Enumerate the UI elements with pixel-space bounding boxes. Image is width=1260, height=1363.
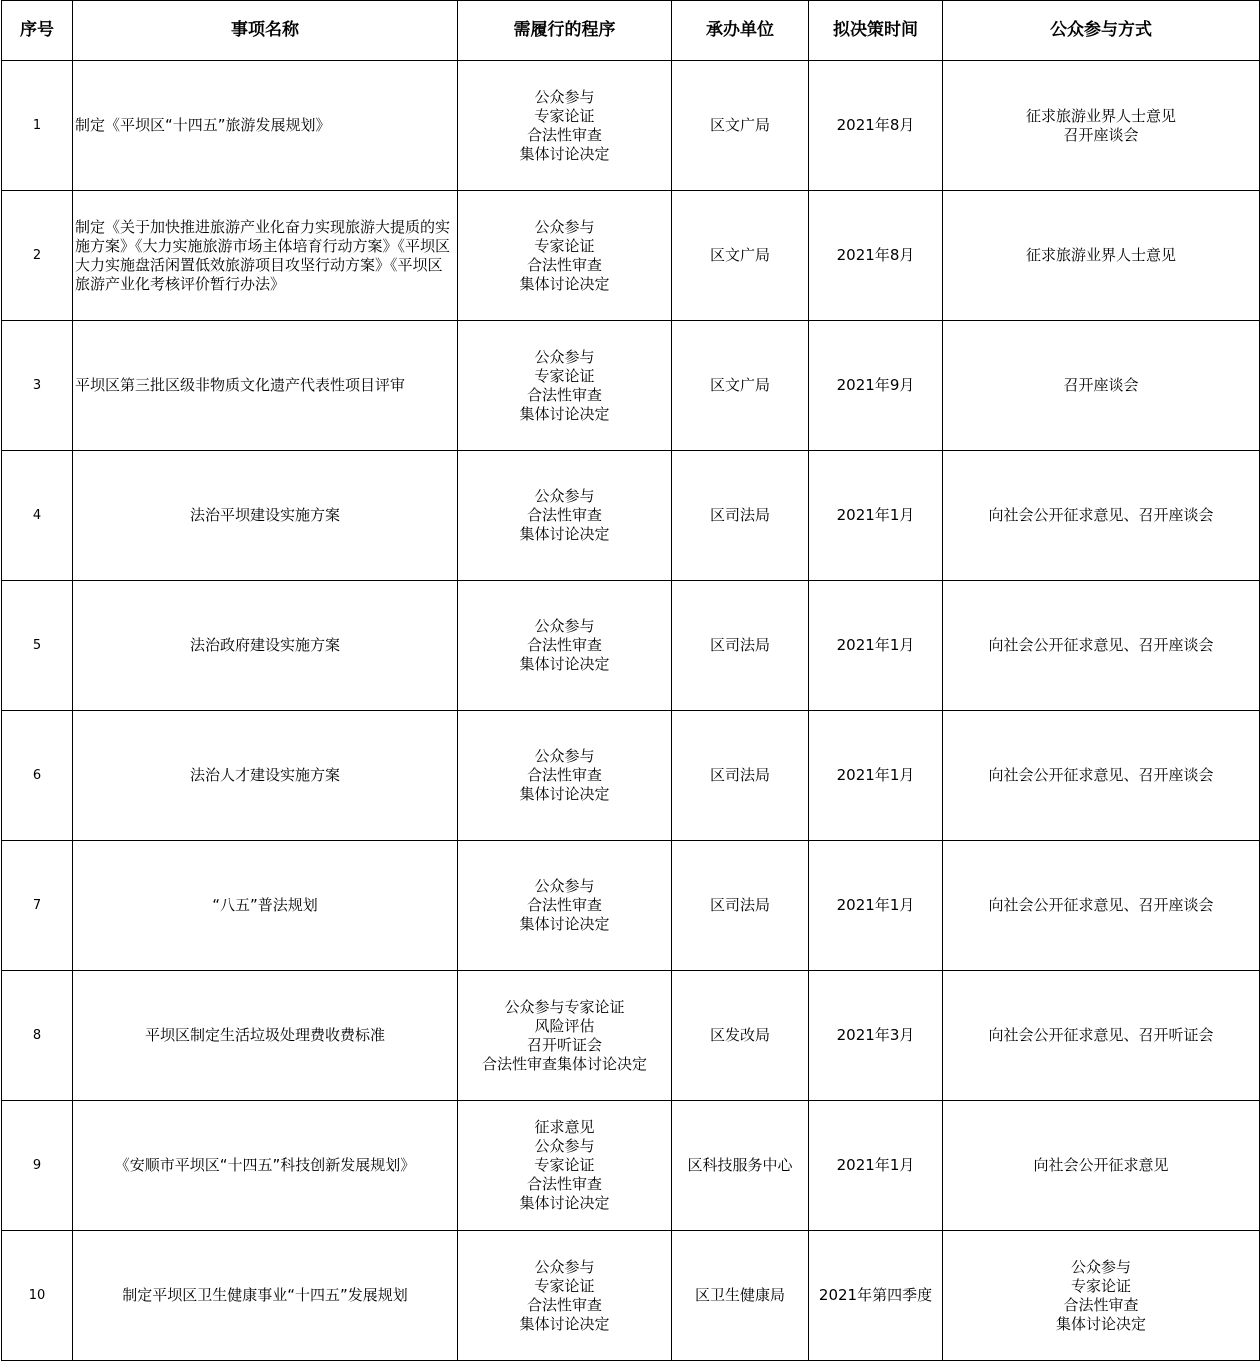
procedure-line: 合法性审查 [526, 896, 602, 914]
item-name: 《安顺市平坝区“十四五”科技创新发展规划》 [73, 1101, 458, 1231]
procedures-cell [458, 451, 672, 581]
procedures-cell [458, 1101, 672, 1231]
responsible-unit: 区司法局 [672, 451, 809, 581]
decision-time: 2021年8月 [809, 61, 943, 191]
table-row [2, 841, 1260, 971]
decision-time: 2021年1月 [809, 581, 943, 711]
row-number: 9 [2, 1101, 73, 1231]
header-participation: 公众参与方式 [943, 1, 1260, 61]
item-name: 平坝区第三批区级非物质文化遗产代表性项目评审 [73, 321, 458, 451]
procedure-line: 合法性审查 [526, 385, 602, 404]
procedure-line: 合法性审查 [526, 1295, 602, 1314]
procedure-line: 公众参与 [534, 487, 595, 505]
procedure-line: 公众参与 [534, 877, 595, 895]
table-row [2, 61, 1260, 191]
procedure-line: 集体讨论决定 [519, 404, 610, 423]
responsible-unit: 区文广局 [672, 321, 809, 451]
decision-time: 2021年第四季度 [809, 1231, 943, 1361]
participation-cell [943, 451, 1260, 581]
table-row [2, 971, 1260, 1101]
participation-line: 专家论证 [1070, 1276, 1131, 1295]
participation-cell [943, 321, 1260, 451]
header-name: 事项名称 [73, 1, 458, 61]
procedure-line: 风险评估 [534, 1016, 595, 1035]
participation-cell [943, 61, 1260, 191]
procedure-line: 公众参与 [534, 87, 595, 106]
row-number: 5 [2, 581, 73, 711]
item-name: 制定《关于加快推进旅游产业化奋力实现旅游大提质的实施方案》《大力实施旅游市场主体培育行动方案》《平坝区大力实施盘活闲置低效旅游项目攻坚行动方案》《平坝区旅游产业化考核评价暂行办法》 [73, 191, 458, 321]
procedure-line: 合法性审查 [526, 506, 602, 524]
participation-cell [943, 841, 1260, 971]
procedure-line: 合法性审查 [526, 125, 602, 144]
participation-line: 征求旅游业界人士意见 [1025, 106, 1176, 125]
row-number: 3 [2, 321, 73, 451]
decision-time: 2021年9月 [809, 321, 943, 451]
responsible-unit: 区司法局 [672, 581, 809, 711]
participation-cell [943, 711, 1260, 841]
participation-line: 向社会公开征求意见、召开座谈会 [988, 896, 1214, 914]
header-unit: 承办单位 [672, 1, 809, 61]
table-row [2, 191, 1260, 321]
participation-line: 召开座谈会 [1063, 376, 1139, 394]
row-number: 4 [2, 451, 73, 581]
item-name: 制定平坝区卫生健康事业“十四五”发展规划 [73, 1231, 458, 1361]
procedures-cell [458, 711, 672, 841]
item-name: 法治人才建设实施方案 [73, 711, 458, 841]
header-no: 序号 [2, 1, 73, 61]
table-header-row [2, 1, 1260, 61]
table-row [2, 1101, 1260, 1231]
procedure-line: 合法性审查 [526, 1175, 602, 1193]
table-row [2, 581, 1260, 711]
procedure-line: 合法性审查 [526, 255, 602, 274]
procedure-line: 集体讨论决定 [519, 525, 610, 543]
procedures-cell [458, 841, 672, 971]
responsible-unit: 区司法局 [672, 711, 809, 841]
participation-line: 向社会公开征求意见 [1033, 1156, 1169, 1174]
procedure-line: 公众参与 [534, 1257, 595, 1276]
responsible-unit: 区卫生健康局 [672, 1231, 809, 1361]
procedure-line: 集体讨论决定 [519, 1194, 610, 1212]
participation-cell [943, 971, 1260, 1101]
procedure-line: 公众参与 [534, 747, 595, 765]
procedures-cell [458, 581, 672, 711]
procedure-line: 公众参与 [534, 1137, 595, 1155]
procedure-line: 集体讨论决定 [519, 144, 610, 163]
procedure-line: 专家论证 [534, 106, 595, 125]
item-name: 法治政府建设实施方案 [73, 581, 458, 711]
procedure-line: 专家论证 [534, 366, 595, 385]
participation-line: 向社会公开征求意见、召开座谈会 [988, 766, 1214, 784]
participation-line: 征求旅游业界人士意见 [1025, 246, 1176, 264]
decision-time: 2021年1月 [809, 451, 943, 581]
item-name: 平坝区制定生活垃圾处理费收费标准 [73, 971, 458, 1101]
participation-line: 向社会公开征求意见、召开听证会 [988, 1026, 1214, 1044]
participation-line: 合法性审查 [1063, 1295, 1139, 1314]
procedure-line: 合法性审查 [526, 636, 602, 654]
header-time: 拟决策时间 [809, 1, 943, 61]
participation-cell [943, 1231, 1260, 1361]
participation-line: 召开座谈会 [1063, 125, 1139, 144]
procedure-line: 召开听证会 [526, 1035, 602, 1054]
responsible-unit: 区发改局 [672, 971, 809, 1101]
procedure-line: 专家论证 [534, 1156, 595, 1174]
table-row [2, 1231, 1260, 1361]
procedure-line: 集体讨论决定 [519, 655, 610, 673]
responsible-unit: 区文广局 [672, 191, 809, 321]
participation-line: 集体讨论决定 [1055, 1314, 1146, 1333]
procedure-line: 合法性审查集体讨论决定 [481, 1054, 647, 1073]
procedure-line: 集体讨论决定 [519, 915, 610, 933]
participation-cell [943, 1101, 1260, 1231]
participation-cell [943, 191, 1260, 321]
participation-line: 公众参与 [1070, 1257, 1131, 1276]
procedure-line: 公众参与 [534, 617, 595, 635]
item-name: 法治平坝建设实施方案 [73, 451, 458, 581]
decision-time: 2021年8月 [809, 191, 943, 321]
procedure-line: 征求意见 [534, 1118, 595, 1136]
row-number: 8 [2, 971, 73, 1101]
decision-time: 2021年1月 [809, 841, 943, 971]
procedure-line: 集体讨论决定 [519, 1314, 610, 1333]
responsible-unit: 区司法局 [672, 841, 809, 971]
participation-line: 向社会公开征求意见、召开座谈会 [988, 636, 1214, 654]
decision-time: 2021年1月 [809, 1101, 943, 1231]
procedure-line: 专家论证 [534, 1276, 595, 1295]
row-number: 6 [2, 711, 73, 841]
procedure-line: 专家论证 [534, 236, 595, 255]
procedure-line: 集体讨论决定 [519, 274, 610, 293]
procedures-cell [458, 191, 672, 321]
procedure-line: 公众参与 [534, 347, 595, 366]
row-number: 1 [2, 61, 73, 191]
procedure-line: 公众参与 [534, 217, 595, 236]
table-row [2, 451, 1260, 581]
procedures-cell [458, 61, 672, 191]
participation-cell [943, 581, 1260, 711]
decision-time: 2021年1月 [809, 711, 943, 841]
procedures-cell [458, 971, 672, 1101]
header-procedures: 需履行的程序 [458, 1, 672, 61]
procedure-line: 公众参与专家论证 [504, 997, 625, 1016]
row-number: 7 [2, 841, 73, 971]
participation-line: 向社会公开征求意见、召开座谈会 [988, 506, 1214, 524]
item-name: 制定《平坝区“十四五”旅游发展规划》 [73, 61, 458, 191]
row-number: 2 [2, 191, 73, 321]
table-row [2, 711, 1260, 841]
procedure-line: 合法性审查 [526, 766, 602, 784]
procedures-cell [458, 1231, 672, 1361]
table-row [2, 321, 1260, 451]
responsible-unit: 区文广局 [672, 61, 809, 191]
responsible-unit: 区科技服务中心 [672, 1101, 809, 1231]
decision-time: 2021年3月 [809, 971, 943, 1101]
table-body [2, 61, 1260, 1361]
procedures-cell [458, 321, 672, 451]
item-name: “八五”普法规划 [73, 841, 458, 971]
decision-items-table [1, 0, 1260, 1361]
procedure-line: 集体讨论决定 [519, 785, 610, 803]
row-number: 10 [2, 1231, 73, 1361]
